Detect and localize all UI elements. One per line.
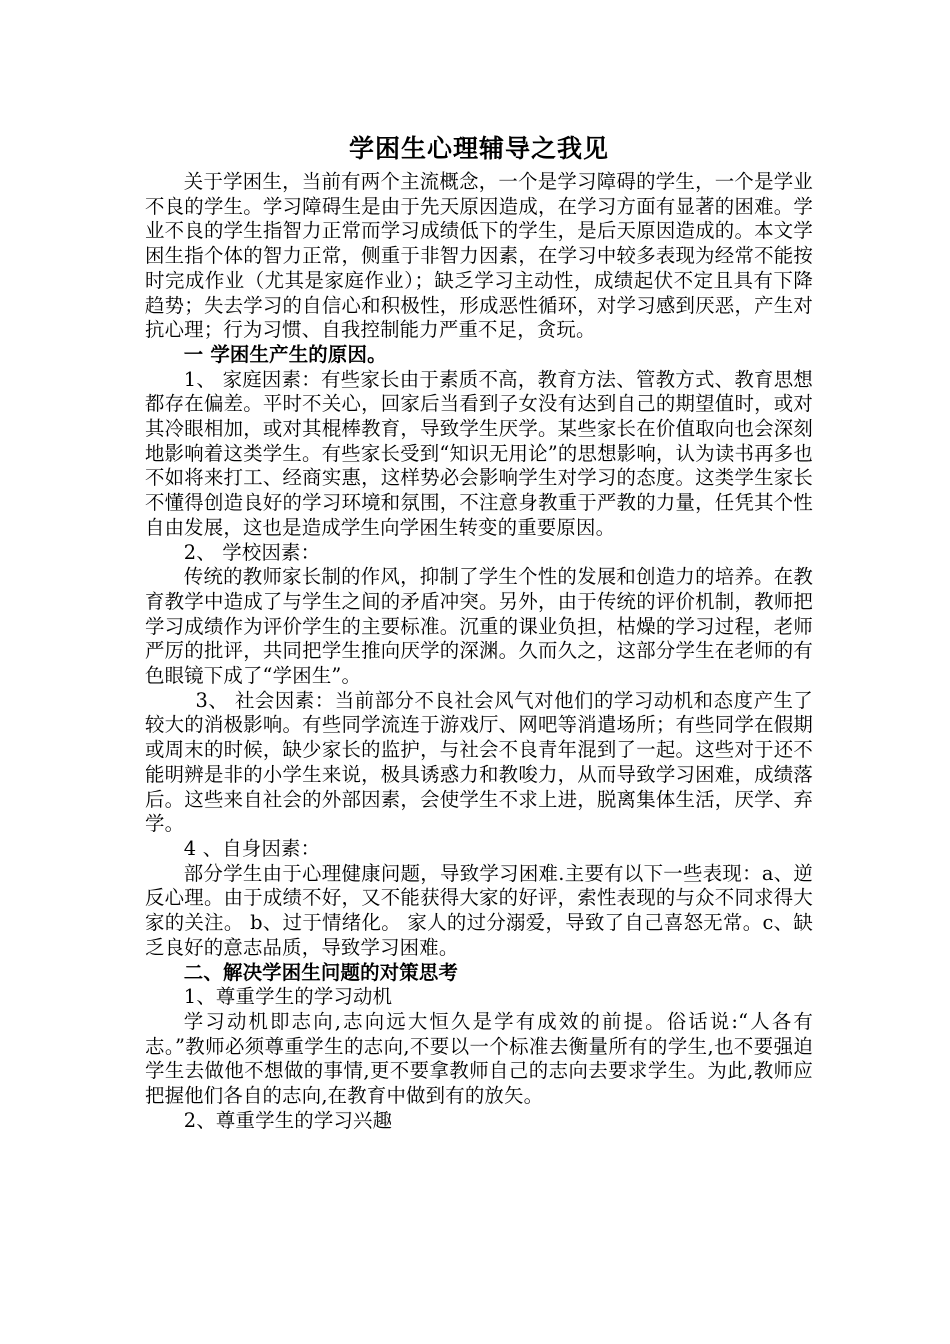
motive-paragraph: 学习动机即志向,志向远大恒久是学有成效的前提。俗话说:“人各有志。”教师必须尊重学生的志向,不要以一个标准去衡量所有的学生,也不要强迫学生去做他不想做的事情,更不要拿教师自己的志向去要求学生。为此,教师应把握他们各自的志向,在教育中做到有的放矢。 bbox=[145, 1009, 813, 1108]
school-factor-heading: 2、 学校因素： bbox=[183, 540, 321, 564]
document-page bbox=[145, 130, 813, 1133]
section-heading-solutions: 二、解决学困生问题的对策思考 bbox=[183, 960, 459, 984]
self-factor-paragraph: 部分学生由于心理健康问题，导致学习困难.主要有以下一些表现：a、逆反心理。由于成绩不好，又不能获得大家的好评，索性表现的与众不同求得大家的关注。 b、过于情绪化。 家人的过分溺爱，导致了自己喜怒无常。c、缺乏良好的意志品质，导致学习困难。 bbox=[145, 861, 813, 959]
interest-heading: 2、尊重学生的学习兴趣 bbox=[183, 1108, 393, 1132]
society-factor-paragraph: 3、 社会因素：当前部分不良社会风气对他们的学习动机和态度产生了较大的消极影响。有些同学流连于游戏厅、网吧等消遣场所；有些同学在假期或周末的时候，缺少家长的监护，与社会不良青年混到了一起。这些对于还不能明辨是非的小学生来说，极具诱惑力和教唆力，从而导致学习困难，成绩落后。这些来自社会的外部因素，会使学生不求上进，脱离集体生活，厌学、弃学。 bbox=[145, 688, 813, 836]
school-factor-paragraph: 传统的教师家长制的作风，抑制了学生个性的发展和创造力的培养。在教育教学中造成了与学生之间的矛盾冲突。另外，由于传统的评价机制，教师把学习成绩作为评价学生的主要标准。沉重的课业负担，枯燥的学习过程，老师严厉的批评，共同把学生推向厌学的深渊。久而久之，这部分学生在老师的有色眼镜下成了“学困生”。 bbox=[145, 565, 813, 688]
family-factor-paragraph: 1、 家庭因素：有些家长由于素质不高，教育方法、管教方式、教育思想都存在偏差。平时不关心，回家后当看到子女没有达到自己的期望值时，或对其冷眼相加，或对其棍棒教育，导致学生厌学。某些家长在价值取向也会深刻地影响着这类学生。有些家长受到“知识无用论”的思想影响，认为读书再多也不如将来打工、经商实惠，这样势必会影响学生对学习的态度。这类学生家长不懂得创造良好的学习环境和氛围，不注意身教重于严教的力量，任凭其个性自由发展，这也是造成学生向学困生转变的重要原因。 bbox=[145, 367, 813, 539]
document-title: 学困生心理辅导之我见 bbox=[348, 134, 609, 163]
intro-paragraph: 关于学困生，当前有两个主流概念，一个是学习障碍的学生，一个是学业不良的学生。学习障碍生是由于先天原因造成，在学习方面有显著的困难。学业不良的学生指智力正常而学习成绩低下的学生，是后天原因造成的。本文学困生指个体的智力正常，侧重于非智力因素，在学习中较多表现为经常不能按时完成作业（尤其是家庭作业）；缺乏学习主动性，成绩起伏不定且具有下降趋势；失去学习的自信心和积极性，形成恶性循环，对学习感到厌恶，产生对抗心理；行为习惯、自我控制能力严重不足，贪玩。 bbox=[145, 170, 813, 342]
self-factor-heading: 4 、自身因素： bbox=[183, 836, 321, 860]
section-heading-causes: 一 学困生产生的原因。 bbox=[183, 342, 387, 366]
motive-heading: 1、尊重学生的学习动机 bbox=[183, 985, 393, 1009]
